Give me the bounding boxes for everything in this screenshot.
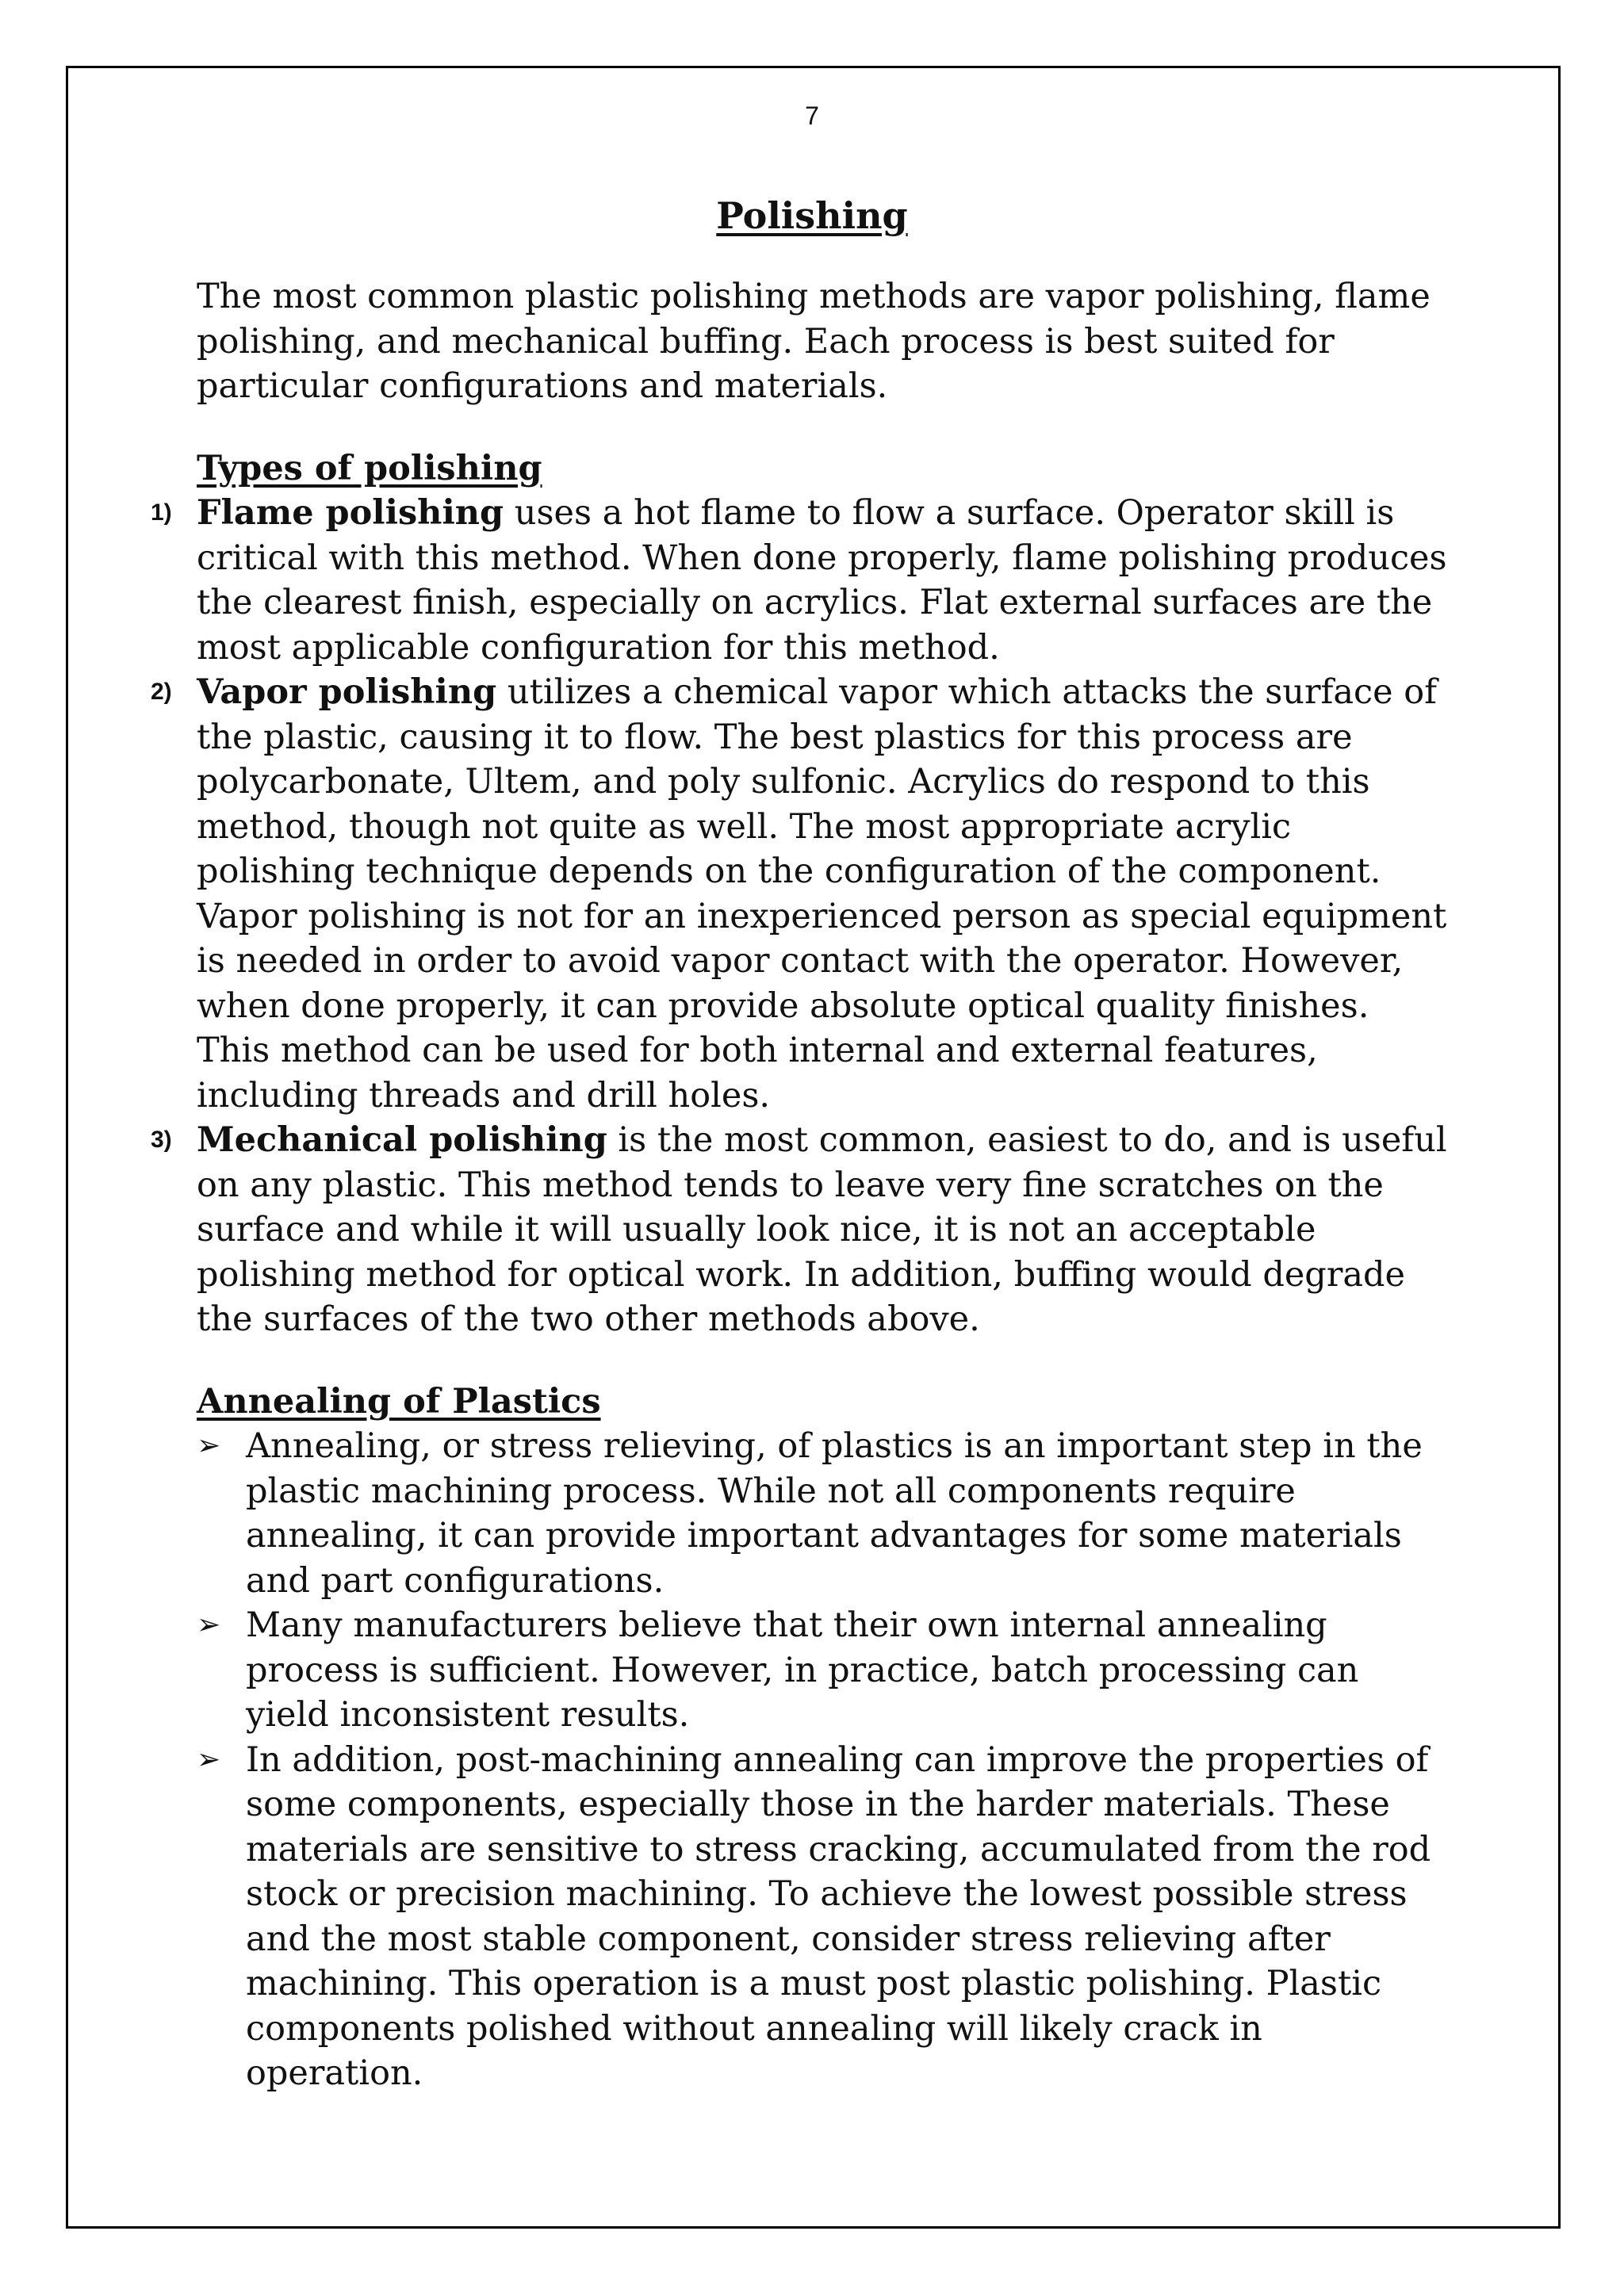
polishing-description: is the most common, easiest to do, and is useful on any plastic. This method tends to leave very fine scratches on the surface and while it will usually look nice, it is not an acceptable polishing method for optical work. In addition, buffing would degrade the surfaces of the two other methods above.	[197, 1120, 1447, 1339]
polishing-types-list	[151, 491, 1450, 1342]
list-number: 3)	[151, 1127, 172, 1153]
list-item	[151, 1118, 1450, 1342]
list-item	[197, 1424, 1450, 1603]
annealing-bullet-list	[197, 1424, 1450, 2096]
intro-paragraph: The most common plastic polishing methods are vapor polishing, flame polishing, and mechanical buffing. Each process is best suited for particular configurations and materials.	[197, 277, 1431, 406]
polishing-term: Flame polishing	[197, 493, 504, 533]
types-heading: Types of polishing	[197, 448, 542, 488]
list-number: 2)	[151, 679, 172, 705]
polishing-term: Mechanical polishing	[197, 1120, 607, 1160]
annealing-heading: Annealing of Plastics	[197, 1381, 601, 1422]
list-item	[151, 491, 1450, 670]
list-item	[151, 670, 1450, 1118]
document-body	[151, 274, 1450, 2096]
arrow-bullet-icon: ➢	[197, 1429, 221, 1462]
arrow-bullet-icon: ➢	[197, 1609, 221, 1641]
page-title: Polishing	[716, 194, 908, 237]
bullet-text: In addition, post-machining annealing can improve the properties of some components, especially those in the harder materials. These materials are sensitive to stress cracking, accumulated from the rod stock or precision machining. To achieve the lowest possible stress and the most stable component, consider stress relieving after machining. This operation is a must post plastic polishing. Plastic components polished without annealing will likely crack in operation.	[246, 1739, 1431, 2093]
polishing-description: utilizes a chemical vapor which attacks the surface of the plastic, causing it to flow. The best plastics for this process are polycarbonate, Ultem, and poly sulfonic. Acrylics do respond to this method, though not quite as well. The most appropriate acrylic polishing technique depends on the configuration of the component. Vapor polishing is not for an inexperienced person as special equipment is needed in order to avoid vapor contact with the operator. However, when done properly, it can provide absolute optical quality finishes. This method can be used for both internal and external features, including threads and drill holes.	[197, 672, 1447, 1115]
polishing-description: uses a hot flame to flow a surface. Operator skill is critical with this method. When done properly, flame polishing produces the clearest finish, especially on acrylics. Flat external surfaces are the most applicable configuration for this method.	[197, 493, 1447, 668]
bullet-text: Annealing, or stress relieving, of plastics is an important step in the plastic machining process. While not all components require annealing, it can provide important advantages for some materials and part configurations.	[246, 1426, 1423, 1601]
list-item	[197, 1603, 1450, 1738]
arrow-bullet-icon: ➢	[197, 1743, 221, 1776]
page-number: 7	[805, 101, 819, 130]
bullet-text: Many manufacturers believe that their own internal annealing process is sufficient. However, in practice, batch processing can yield inconsistent results.	[246, 1605, 1359, 1735]
polishing-term: Vapor polishing	[197, 672, 497, 712]
list-item	[197, 1738, 1450, 2096]
list-number: 1)	[151, 499, 172, 526]
